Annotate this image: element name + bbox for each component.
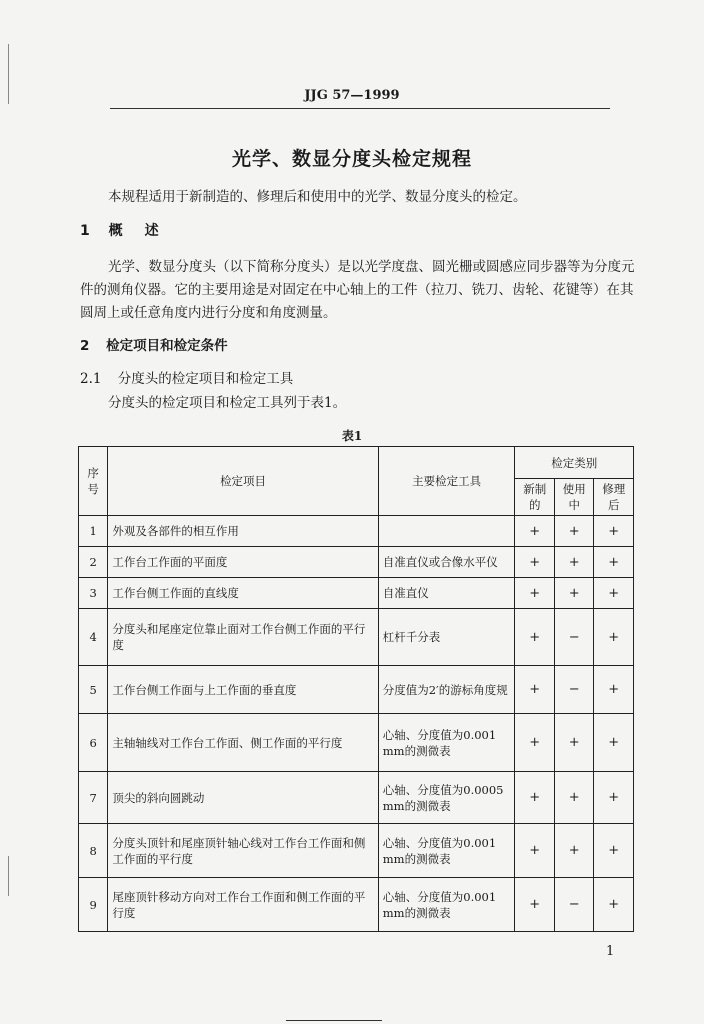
row-new-mark: + — [515, 878, 554, 932]
row-no: 6 — [79, 714, 108, 772]
table-row — [79, 714, 634, 772]
scan-margin-mark — [8, 856, 9, 896]
section-1-number: 1 — [80, 223, 90, 239]
row-no: 7 — [79, 772, 108, 824]
table-caption: 表1 — [341, 429, 363, 443]
section-1-body: 光学、数显分度头（以下简称分度头）是以光学度盘、圆光栅或圆感应同步器等为分度元件的测角仪器。它的主要用途是对固定在中心轴上的工件（拉刀、铣刀、齿轮、花键等）在其圆周上或任意角度内进行分度和角度测量。 — [80, 259, 635, 321]
row-no: 9 — [79, 878, 108, 932]
row-item: 顶尖的斜向圆跳动 — [108, 772, 378, 824]
row-in-use-mark: + — [554, 578, 593, 609]
section-2-title: 检定项目和检定条件 — [106, 338, 228, 354]
row-repaired-mark: + — [594, 772, 634, 824]
row-no: 8 — [79, 824, 108, 878]
row-in-use-mark: + — [554, 516, 593, 547]
row-new-mark: + — [515, 772, 554, 824]
table-row — [79, 609, 634, 666]
row-new-mark: + — [515, 547, 554, 578]
row-tool: 杠杆千分表 — [378, 609, 515, 666]
header-repaired: 修理后 — [594, 479, 634, 516]
row-in-use-mark: − — [554, 666, 593, 714]
row-tool: 心轴、分度值为0.001 mm的测微表 — [378, 824, 515, 878]
row-item: 外观及各部件的相互作用 — [108, 516, 378, 547]
table-row — [79, 666, 634, 714]
section-2-heading — [80, 334, 228, 354]
header-no: 序号 — [79, 447, 108, 516]
inspection-items-table — [78, 446, 634, 932]
header-tool: 主要检定工具 — [378, 447, 515, 516]
row-no: 5 — [79, 666, 108, 714]
header-category: 检定类别 — [515, 447, 634, 479]
intro-paragraph: 本规程适用于新制造的、修理后和使用中的光学、数显分度头的检定。 — [108, 189, 527, 205]
row-in-use-mark: + — [554, 714, 593, 772]
row-no: 3 — [79, 578, 108, 609]
row-repaired-mark: + — [594, 714, 634, 772]
page-title: 光学、数显分度头检定规程 — [231, 148, 472, 170]
subsection-2-1-number: 2.1 — [80, 371, 102, 387]
table-row — [79, 516, 634, 547]
row-item: 主轴轴线对工作台工作面、侧工作面的平行度 — [108, 714, 378, 772]
row-item: 分度头顶针和尾座顶针轴心线对工作台工作面和侧工作面的平行度 — [108, 824, 378, 878]
section-2-number: 2 — [80, 338, 90, 354]
header-new: 新制的 — [515, 479, 554, 516]
row-tool: 心轴、分度值为0.001 mm的测微表 — [378, 878, 515, 932]
row-no: 4 — [79, 609, 108, 666]
row-repaired-mark: + — [594, 547, 634, 578]
table-row — [79, 772, 634, 824]
table-row — [79, 878, 634, 932]
header-item: 检定项目 — [108, 447, 378, 516]
row-new-mark: + — [515, 609, 554, 666]
row-in-use-mark: + — [554, 547, 593, 578]
row-repaired-mark: + — [594, 878, 634, 932]
section-1-heading — [80, 220, 181, 240]
row-repaired-mark: + — [594, 609, 634, 666]
subsection-2-1-title: 分度头的检定项目和检定工具 — [117, 371, 294, 387]
header-in-use: 使用中 — [554, 479, 593, 516]
header-rule — [110, 108, 610, 109]
row-in-use-mark: + — [554, 824, 593, 878]
row-in-use-mark: − — [554, 609, 593, 666]
row-new-mark: + — [515, 666, 554, 714]
table-row — [79, 547, 634, 578]
document-code: JJG 57—1999 — [304, 88, 400, 103]
row-item: 工作台侧工作面与上工作面的垂直度 — [108, 666, 378, 714]
row-tool: 心轴、分度值为0.001 mm的测微表 — [378, 714, 515, 772]
row-tool — [378, 516, 515, 547]
row-in-use-mark: + — [554, 772, 593, 824]
table-row — [79, 824, 634, 878]
row-repaired-mark: + — [594, 578, 634, 609]
row-new-mark: + — [515, 714, 554, 772]
row-new-mark: + — [515, 578, 554, 609]
row-no: 1 — [79, 516, 108, 547]
row-repaired-mark: + — [594, 516, 634, 547]
row-item: 工作台工作面的平面度 — [108, 547, 378, 578]
row-tool: 心轴、分度值为0.0005 mm的测微表 — [378, 772, 515, 824]
row-repaired-mark: + — [594, 824, 634, 878]
row-new-mark: + — [515, 824, 554, 878]
row-item: 尾座顶针移动方向对工作台工作面和侧工作面的平行度 — [108, 878, 378, 932]
row-no: 2 — [79, 547, 108, 578]
subsection-2-1-heading — [80, 367, 293, 387]
row-tool: 自准直仪 — [378, 578, 515, 609]
row-item: 工作台侧工作面的直线度 — [108, 578, 378, 609]
section-1-title: 概述 — [108, 223, 181, 239]
row-tool: 自准直仪或合像水平仪 — [378, 547, 515, 578]
subsection-2-1-text: 分度头的检定项目和检定工具列于表1。 — [108, 395, 347, 411]
table-row — [79, 578, 634, 609]
row-tool: 分度值为2′的游标角度规 — [378, 666, 515, 714]
row-repaired-mark: + — [594, 666, 634, 714]
row-item: 分度头和尾座定位靠止面对工作台侧工作面的平行度 — [108, 609, 378, 666]
page-number: 1 — [606, 944, 615, 959]
row-new-mark: + — [515, 516, 554, 547]
footer-rule — [286, 1020, 382, 1021]
row-in-use-mark: − — [554, 878, 593, 932]
